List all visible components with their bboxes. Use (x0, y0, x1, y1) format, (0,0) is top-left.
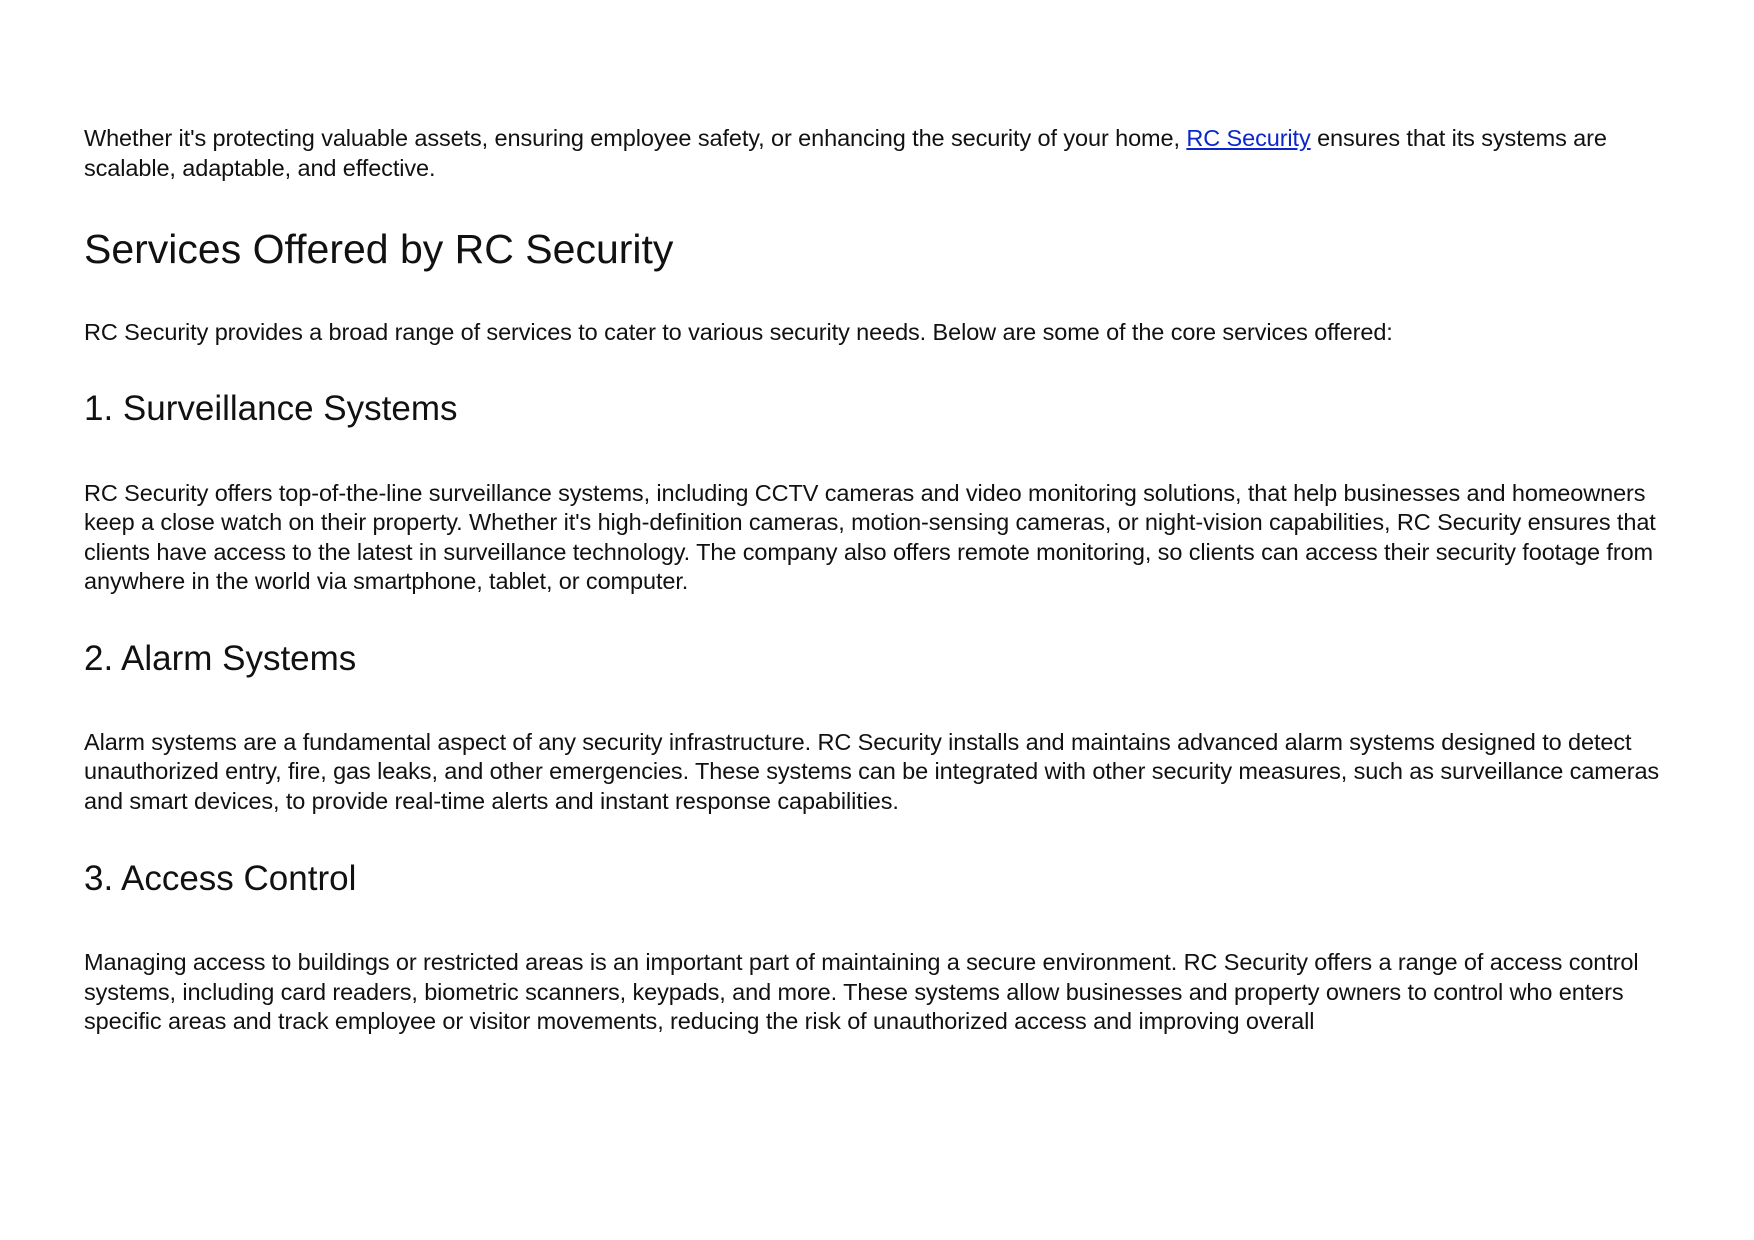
services-intro-paragraph: RC Security provides a broad range of services to cater to various security needs. Below are some of the core services offered: (84, 319, 1393, 345)
section-body-alarm-systems: Alarm systems are a fundamental aspect of any security infrastructure. RC Security installs and maintains advanced alarm systems designed to detect unauthorized entry, fire, gas leaks, and other emergencies. These systems can be integrated with other security measures, such as surveillance cameras and smart devices, to provide real-time alerts and instant response capabilities. (84, 728, 1660, 814)
document-page (84, 124, 1684, 1037)
section-heading-alarm-systems: 2. Alarm Systems (84, 638, 357, 678)
intro-text-before-link: Whether it's protecting valuable assets, ensuring employee safety, or enhancing the security of your home, (84, 125, 1187, 151)
intro-paragraph (84, 124, 1684, 183)
services-heading: Services Offered by RC Security (84, 226, 674, 272)
section-body-access-control: Managing access to buildings or restricted areas is an important part of maintaining a secure environment. RC Security offers a range of access control systems, including card readers, biometric scanners, keypads, and more. These systems allow businesses and property owners to control who enters specific areas and track employee or visitor movements, reducing the risk of unauthorized access and improving overall (84, 949, 1639, 1034)
section-heading-surveillance-systems: 1. Surveillance Systems (84, 388, 458, 428)
section-body-surveillance-systems: RC Security offers top-of-the-line surveillance systems, including CCTV cameras and video monitoring solutions, that help businesses and homeowners keep a close watch on their property. Whether it's high-definition cameras, motion-sensing cameras, or night-vision capabilities, RC Security ensures that clients have access to the latest in surveillance technology. The company also offers remote monitoring, so clients can access their security footage from anywhere in the world via smartphone, tablet, or computer. (84, 479, 1656, 594)
intro-text-after-link: ensures that its systems are scalable, adaptable, and effective. (84, 125, 1607, 181)
section-heading-access-control: 3. Access Control (84, 859, 357, 898)
rc-security-link[interactable]: RC Security (1186, 125, 1311, 151)
